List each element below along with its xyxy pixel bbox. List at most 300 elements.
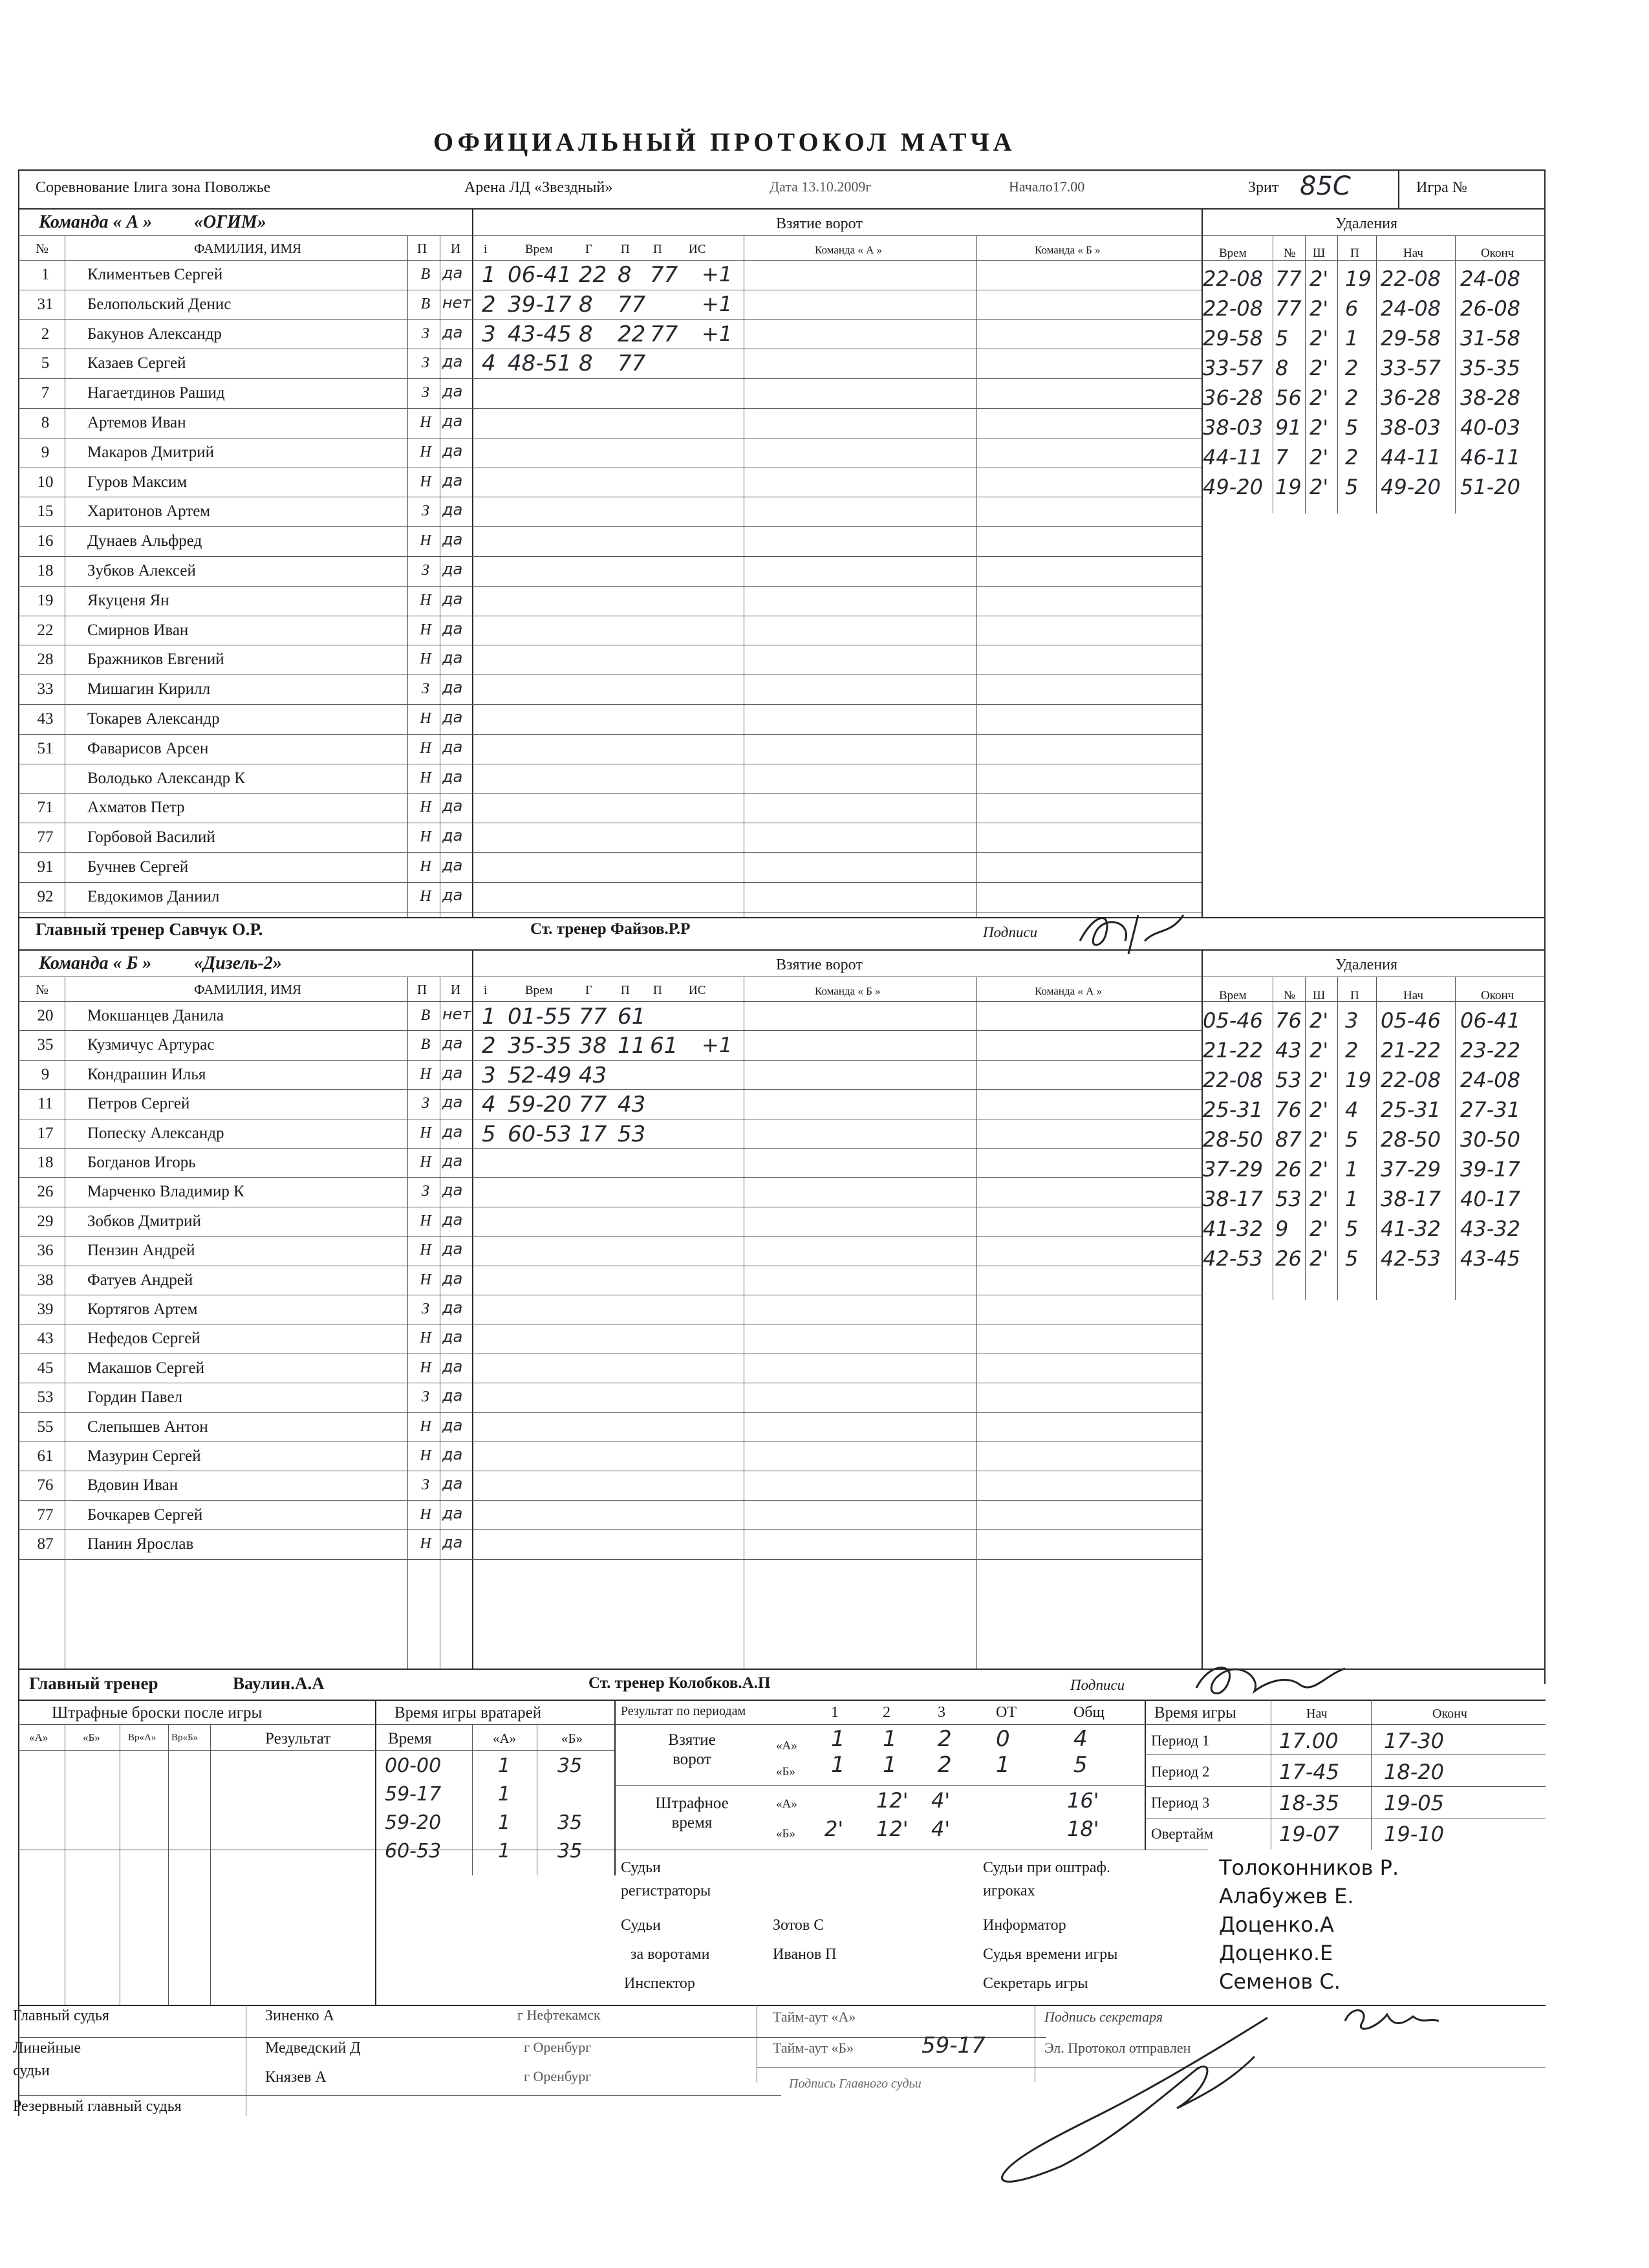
penalty-time: 33-57 [1203,356,1263,380]
goal-index: 5 [482,1121,496,1147]
penalty-player: 76 [1275,1008,1302,1033]
penalty-code: 2 [1345,356,1359,380]
col-is-header: ИС [689,243,706,256]
player-position: Н [420,739,431,757]
team-b-head-coach-label: Главный тренер [29,1674,158,1693]
penalty-time: 29-58 [1203,326,1263,351]
goal-assist-1: 43 [618,1092,646,1118]
player-number: 38 [37,1271,54,1289]
main-ref-city: г Нефтекамск [517,2007,601,2023]
penalty-code: 5 [1345,1246,1359,1271]
player-name: Дунаев Альфред [87,532,202,550]
player-position: Н [420,1447,431,1464]
goal-assist-1: 61 [618,1004,646,1030]
col-g-header: Г [585,984,592,997]
goal-judges-label-2: за воротами [630,1946,710,1963]
row-line [18,1177,1202,1178]
player-name: Богданов Игорь [87,1154,196,1171]
periods-pim-team-b: «Б» [776,1827,795,1841]
player-name: Марченко Владимир К [87,1183,244,1201]
player-number: 77 [37,1506,54,1524]
main-referee-signature [983,2011,1345,2192]
player-position: Н [420,1359,431,1376]
start-time: Начало17.00 [1009,178,1085,195]
period-column-header: ОТ [996,1704,1017,1721]
period-pim-b: 12' [876,1817,909,1841]
timeout-a-label: Тайм-аут «А» [773,2009,856,2025]
player-mark: да [442,323,463,341]
player-mark: да [442,1269,463,1288]
penalty-end: 30-50 [1460,1127,1520,1152]
player-position: Н [420,443,431,460]
penalty-player: 26 [1275,1157,1302,1182]
goalie-time-value: 60-53 [385,1840,442,1863]
official-name: Толоконников Р. [1219,1855,1399,1880]
col-g-header: Г [585,243,592,256]
page-title: ОФИЦИАЛЬНЫЙ ПРОТОКОЛ МАТЧА [433,127,1016,157]
border [18,169,1546,171]
penalty-start: 28-50 [1381,1127,1441,1152]
penalty-code: 1 [1345,1157,1359,1182]
player-name: Евдокимов Даниил [87,887,220,905]
penalties-title: Удаления [1335,215,1398,232]
penalty-time: 22-08 [1203,266,1263,291]
penalty-end: 35-35 [1460,356,1520,380]
divider [1337,235,1338,513]
divider [976,977,977,1669]
penalty-code: 5 [1345,1127,1359,1152]
row-line [18,1500,1202,1501]
goal-assist-1: 11 [618,1033,646,1059]
penalty-end: 26-08 [1460,296,1520,321]
player-number: 9 [41,443,50,461]
team-a-senior-coach: Ст. тренер Файзов.Р.Р [530,920,691,938]
penalty-time: 49-20 [1203,475,1263,499]
player-mark: да [442,1445,463,1463]
divider [1305,977,1306,1300]
divider [1376,235,1377,513]
penalty-code: 5 [1345,475,1359,499]
periods-pim-team-a: «А» [776,1797,797,1811]
goal-scorer: 38 [579,1033,607,1059]
linesman-2-name: Князев А [265,2069,327,2086]
goal-time: 48-51 [508,351,572,377]
goal-index: 4 [482,1092,496,1118]
goalie-time-value: 00-00 [385,1755,442,1777]
player-number: 76 [37,1476,54,1495]
game-time-end: 18-20 [1384,1760,1444,1784]
pen-p-header: П [1350,246,1359,260]
penalty-box-label: Судьи при оштраф. игроках [983,1859,1111,1899]
penalty-end: 39-17 [1460,1157,1520,1182]
penalty-end: 46-11 [1460,445,1520,470]
main-ref-label: Главный судья [13,2007,109,2024]
divider [210,1724,211,2005]
game-number-label: Игра № [1416,179,1467,196]
player-number: 91 [37,858,54,876]
penalty-start: 22-08 [1381,1068,1441,1092]
team-a-signature [1067,902,1209,960]
player-name: Горбовой Василий [87,828,215,847]
goal-time: 60-53 [508,1121,572,1147]
penalty-end: 27-31 [1460,1097,1520,1122]
penalty-start: 36-28 [1381,385,1441,410]
team-a-title-name: «ОГИМ» [194,212,266,232]
player-number: 15 [37,502,54,521]
border [18,2005,1546,2006]
penalty-start: 24-08 [1381,296,1441,321]
divider [472,949,473,1669]
divider [1305,235,1306,513]
border [18,917,1546,918]
divider [407,977,408,1669]
player-mark: да [442,382,463,401]
timeout-b-value: 59-17 [921,2033,986,2058]
match-date: Дата 13.10.2009г [770,178,872,195]
penalty-player: 76 [1275,1097,1302,1122]
player-name: Бучнев Сергей [87,858,189,876]
secretary-label: Секретарь игры [983,1975,1088,1992]
row-line [18,1236,1202,1237]
border [375,1750,614,1751]
player-mark: да [442,1122,463,1141]
player-mark: да [442,471,463,490]
goalie-col-time: Время [388,1730,432,1747]
player-name: Якуценя Ян [87,591,169,609]
player-mark: да [442,649,463,667]
row-line [18,1529,1202,1530]
goal-index: 3 [482,321,496,347]
goalie-time-value: 59-17 [385,1783,442,1806]
pen-num-header: № [1284,989,1296,1002]
player-number: 26 [37,1183,54,1201]
player-position: Н [420,651,431,668]
penalty-end: 38-28 [1460,385,1520,410]
penalty-start: 25-31 [1381,1097,1441,1122]
player-mark: да [442,1063,463,1082]
divider [1398,169,1399,208]
player-mark: да [442,1093,463,1112]
penalty-minutes: 2' [1310,266,1329,291]
player-mark: да [442,1328,463,1346]
divider [1376,977,1377,1300]
penalty-player: 5 [1275,326,1289,351]
team-a-title-prefix: Команда « А » [39,212,153,232]
col-p-header: П [417,982,427,997]
penalty-player: 7 [1275,445,1289,470]
goal-index: 4 [482,351,496,377]
penalty-time: 38-17 [1203,1187,1263,1211]
inspector-label: Инспектор [624,1975,695,1992]
border [18,235,1546,236]
goal-judge-a: Зотов С [773,1917,824,1934]
penalty-code: 5 [1345,415,1359,440]
goal-scorer: 77 [579,1004,607,1030]
player-mark: да [442,501,463,519]
team-b-subcol: Команда « Б » [1035,244,1101,256]
player-position: Н [420,1124,431,1141]
player-position: З [422,384,429,402]
game-time-start: 18-35 [1279,1791,1339,1815]
goalie-time-value: 59-20 [385,1811,442,1834]
divider [1145,1700,1146,1850]
game-time-title: Время игры [1154,1704,1236,1722]
penalty-minutes: 2' [1310,1097,1329,1122]
col-p-header: П [417,241,427,256]
player-name: Мокшанцев Данила [87,1007,224,1024]
penalty-end: 06-41 [1460,1008,1520,1033]
player-name: Артемов Иван [87,414,186,431]
player-name: Мишагин Кирилл [87,680,211,698]
player-number: 18 [37,562,54,579]
player-mark: да [442,1416,463,1434]
row-line [18,793,1202,794]
player-mark: да [442,1210,463,1229]
player-mark: да [442,589,463,608]
periods-pim-label: Штрафное время [655,1795,729,1831]
penalty-player: 53 [1275,1068,1302,1092]
player-number: 17 [37,1124,54,1142]
goal-assist-1: 22 [618,321,646,347]
divider [1337,977,1338,1300]
player-position: Н [420,828,431,846]
player-number: 20 [37,1007,54,1024]
team-b-subcol: Команда « Б » [815,985,881,997]
player-name: Белопольский Денис [87,295,232,313]
game-time-col-start: Нач [1306,1707,1328,1721]
player-position: Н [420,414,431,431]
penalties-title: Удаления [1335,956,1398,973]
player-position: Н [420,1065,431,1083]
divider [168,1724,169,2005]
player-position: З [422,1301,429,1317]
divider [1455,977,1456,1300]
goal-scorer: 77 [579,1092,607,1118]
player-number: 33 [37,680,54,698]
divider [1371,1700,1372,1850]
player-mark: да [442,441,463,460]
player-position: Н [420,621,431,638]
col-idx-header: і [484,984,488,997]
player-number: 11 [37,1095,54,1113]
competition: Соревнование Iлига зона Поволжье [36,179,271,196]
player-number: 28 [37,651,54,669]
goal-index: 2 [482,1033,496,1059]
player-position: Н [420,1242,431,1259]
row-line [18,526,1202,527]
penalty-minutes: 2' [1310,1216,1329,1241]
border [1145,1786,1546,1787]
period-goals-a: 1 [883,1726,897,1752]
player-position: Н [420,858,431,875]
divider [976,235,977,917]
player-mark: да [442,1504,463,1522]
penalty-time: 38-03 [1203,415,1263,440]
period-goals-b: 2 [938,1752,952,1778]
player-number: 53 [37,1388,54,1407]
goals-title: Взятие ворот [776,956,863,973]
player-number: 92 [37,887,54,905]
pen-start-header: Нач [1403,246,1423,260]
shootout-col-vr-a: Вр«А» [128,1733,156,1743]
penalty-minutes: 2' [1310,356,1329,380]
row-line [18,1089,1202,1090]
penalty-code: 5 [1345,1216,1359,1241]
border [18,208,1546,210]
player-position: Н [420,887,431,905]
col-i-header: И [451,982,461,997]
penalty-player: 53 [1275,1187,1302,1211]
col-idx-header: і [484,243,488,256]
penalty-player: 87 [1275,1127,1302,1152]
protocol-sent-label: Эл. Протокол отправлен [1044,2040,1191,2056]
goal-index: 3 [482,1062,496,1088]
player-position: Н [420,799,431,816]
player-number: 29 [37,1212,54,1230]
player-name: Гуров Максим [87,473,188,491]
player-position: Н [420,591,431,609]
player-number: 43 [37,1330,54,1348]
goal-judges-label-1: Судьи [621,1917,661,1934]
goal-time: 52-49 [508,1062,572,1088]
team-a-head-coach: Главный тренер Савчук О.Р. [36,920,263,939]
goal-index: 1 [482,1004,496,1030]
player-position: Н [420,1271,431,1288]
penalty-player: 56 [1275,385,1302,410]
player-mark: да [442,352,463,371]
periods-title: Результат по периодам [621,1704,746,1718]
player-mark: да [442,826,463,845]
player-position: З [422,1388,429,1406]
player-number: 39 [37,1301,54,1318]
player-number: 5 [41,354,50,373]
penalty-player: 19 [1275,475,1302,499]
player-mark: да [442,412,463,430]
player-position: В [420,266,431,283]
player-number: 8 [41,414,50,431]
team-b-signature [1190,1656,1358,1707]
row-line [18,1148,1202,1149]
player-number: 77 [37,828,54,847]
penalty-minutes: 2' [1310,1127,1329,1152]
reserve-ref-label: Резервный главный судья [13,2098,182,2115]
player-number: 7 [41,384,50,402]
penalty-code: 19 [1345,1068,1372,1092]
border [18,2037,1046,2038]
penalty-minutes: 2' [1310,1038,1329,1063]
game-time-period-label: Период 3 [1151,1795,1210,1811]
player-name: Панин Ярослав [87,1535,194,1553]
game-time-start: 19-07 [1279,1822,1339,1846]
official-name: Алабужев Е. [1219,1884,1354,1908]
period-column-header: 3 [938,1704,945,1721]
col-number-header: № [36,241,49,256]
goalie-a-value: 1 [498,1755,511,1777]
main-ref-name: Зиненко А [265,2007,334,2024]
penalty-code: 2 [1345,385,1359,410]
team-b-title-prefix: Команда « Б » [39,953,152,973]
player-position: В [420,1036,431,1053]
goal-assist-2: 77 [650,262,678,288]
player-position: З [422,562,429,579]
penalty-minutes: 2' [1310,296,1329,321]
goalie-time-title: Время игры вратарей [394,1704,542,1722]
player-position: З [422,1095,429,1112]
player-name: Токарев Александр [87,710,220,728]
goalie-a-value: 1 [498,1840,511,1863]
row-line [18,319,1202,320]
player-number: 2 [41,325,50,343]
game-time-end: 19-10 [1384,1822,1444,1846]
player-name: Вдовин Иван [87,1476,178,1495]
goalie-a-value: 1 [498,1811,511,1834]
shootout-col-result: Результат [265,1730,331,1747]
border [1145,1724,1546,1725]
col-is-header: ИС [689,984,706,997]
period-pim-a: 16' [1067,1788,1099,1813]
player-mark: да [442,737,463,756]
player-name: Володько Александр К [87,769,246,787]
registrars-label: Судьи регистраторы [621,1859,711,1899]
penalty-player: 26 [1275,1246,1302,1271]
penalty-code: 2 [1345,1038,1359,1063]
periods-team-a: «А» [776,1739,797,1753]
player-mark: да [442,1152,463,1170]
penalty-start: 38-17 [1381,1187,1441,1211]
penalty-time: 37-29 [1203,1157,1263,1182]
player-mark: да [442,1357,463,1376]
player-name: Мазурин Сергей [87,1447,201,1465]
period-goals-b: 5 [1073,1752,1088,1778]
penalty-code: 2 [1345,445,1359,470]
pen-end-header: Оконч [1481,246,1514,260]
row-line [18,1030,1202,1031]
goal-assist-1: 53 [618,1121,646,1147]
penalty-time: 05-46 [1203,1008,1263,1033]
pen-sh-header: Ш [1313,989,1326,1002]
divider [472,1724,473,1875]
period-pim-a: 4' [931,1788,951,1813]
penalty-start: 22-08 [1381,266,1441,291]
penalty-end: 43-32 [1460,1216,1520,1241]
player-name: Климентьев Сергей [87,266,223,283]
penalty-start: 49-20 [1381,475,1441,499]
goalie-b-value: 35 [557,1840,583,1863]
period-pim-b: 18' [1067,1817,1099,1841]
penalty-player: 77 [1275,266,1302,291]
period-pim-a: 12' [876,1788,909,1813]
penalty-end: 40-03 [1460,415,1520,440]
arena: Арена ЛД «Звездный» [464,179,613,196]
player-number: 55 [37,1418,54,1436]
row-line [18,1559,1202,1560]
player-number: 19 [37,591,54,609]
goal-strength: +1 [702,1033,733,1058]
linesmen-label-2: судьи [13,2062,50,2079]
penalty-code: 3 [1345,1008,1359,1033]
player-name: Макаров Дмитрий [87,443,214,461]
player-mark: да [442,885,463,904]
penalty-end: 24-08 [1460,266,1520,291]
goal-judge-b: Иванов П [773,1946,837,1963]
player-position: З [422,354,429,372]
border [18,1750,375,1751]
row-line [18,556,1202,557]
spectators-value: 85С [1300,171,1351,201]
penalty-end: 23-22 [1460,1038,1520,1063]
period-pim-b: 2' [824,1817,844,1841]
penalty-time: 22-08 [1203,296,1263,321]
